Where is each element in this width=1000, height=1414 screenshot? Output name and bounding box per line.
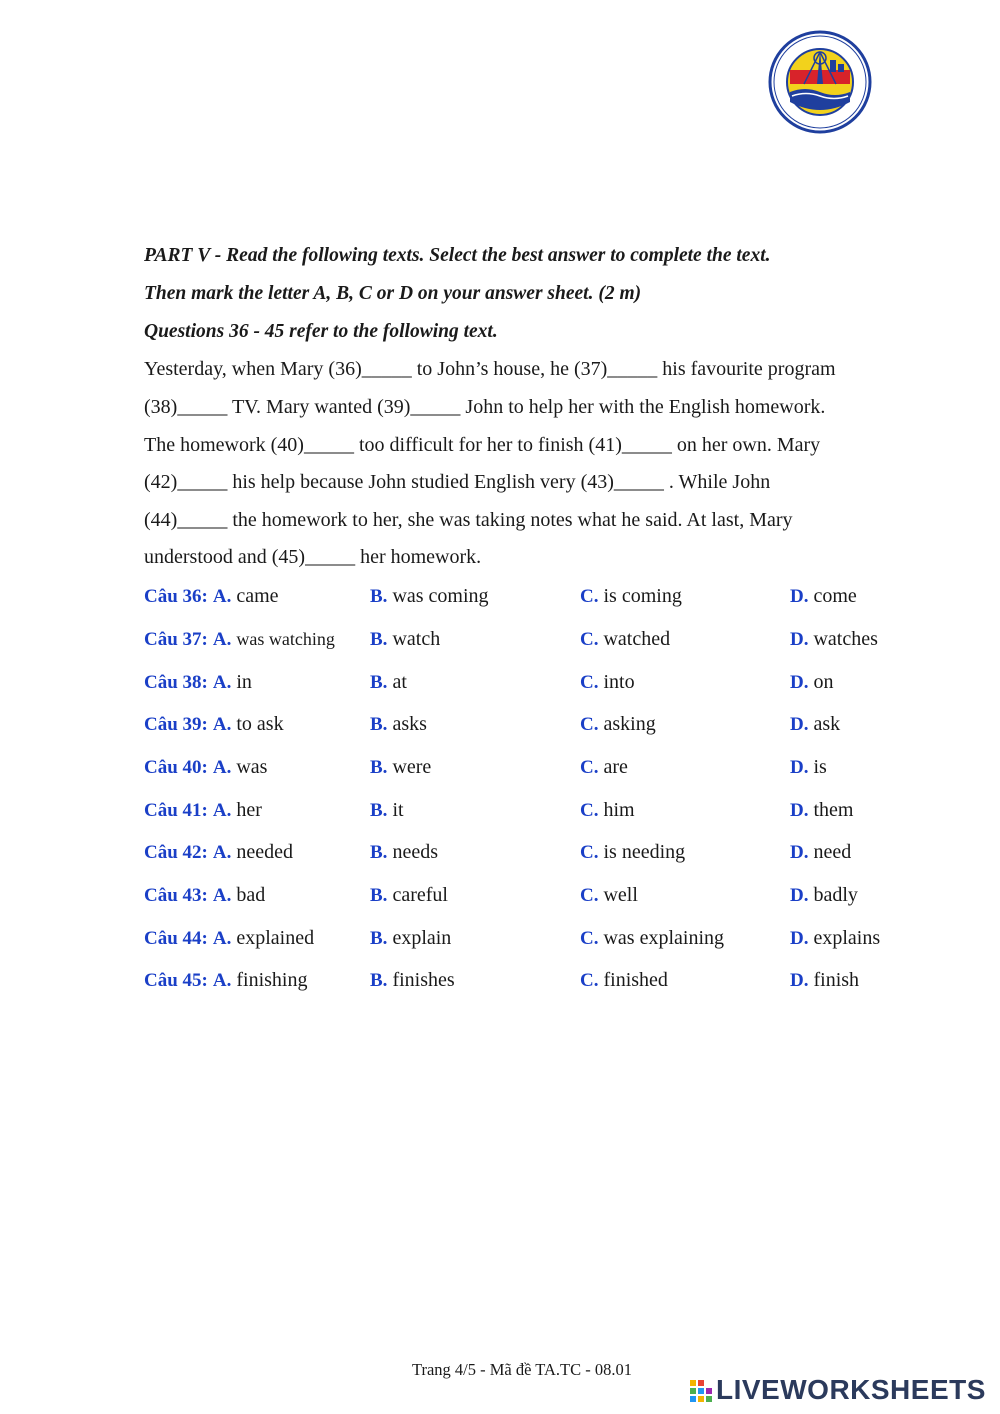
option-a[interactable] xyxy=(144,585,279,608)
option-c-text: is coming xyxy=(603,585,682,607)
option-letter-d: D. xyxy=(790,928,809,949)
option-letter-d: D. xyxy=(790,714,809,735)
question-label: Câu 44: xyxy=(144,928,208,949)
option-d[interactable] xyxy=(790,585,857,608)
option-d-text: come xyxy=(813,585,857,607)
passage-line: (44)_____ the homework to her, she was taking notes what he said. At last, Mary xyxy=(144,509,793,531)
option-a[interactable] xyxy=(144,841,293,864)
option-b-text: it xyxy=(392,799,404,821)
option-d-text: on xyxy=(813,671,834,693)
option-b[interactable] xyxy=(370,969,455,992)
question-row-37 xyxy=(144,628,924,656)
passage-line: (42)_____ his help because John studied English very (43)_____ . While John xyxy=(144,471,771,493)
question-label: Câu 36: xyxy=(144,586,208,607)
page-footer: Trang 4/5 - Mã đề TA.TC - 08.01 xyxy=(411,1360,633,1379)
passage-line: (38)_____ TV. Mary wanted (39)_____ John to help her with the English homework. xyxy=(144,396,826,418)
option-a-text: was watching xyxy=(236,629,335,649)
option-letter-d: D. xyxy=(790,970,809,991)
option-b-text: was coming xyxy=(392,585,489,607)
option-letter-d: D. xyxy=(790,885,809,906)
option-a-text: explained xyxy=(236,927,315,949)
question-row-38 xyxy=(144,671,924,699)
option-b[interactable] xyxy=(370,756,431,779)
option-a[interactable] xyxy=(144,713,284,736)
option-b[interactable] xyxy=(370,713,427,736)
option-a-text: finishing xyxy=(236,969,308,991)
option-letter-d: D. xyxy=(790,629,809,650)
option-letter-b: B. xyxy=(370,672,388,693)
option-letter-b: B. xyxy=(370,714,388,735)
option-a[interactable] xyxy=(144,671,252,694)
option-d-text: watches xyxy=(813,628,878,650)
option-c-text: is needing xyxy=(603,841,686,863)
option-letter-d: D. xyxy=(790,842,809,863)
option-c-text: well xyxy=(603,884,638,906)
option-b[interactable] xyxy=(370,628,440,651)
option-a-text: bad xyxy=(236,884,266,906)
option-d-text: is xyxy=(813,756,827,778)
option-letter-b: B. xyxy=(370,629,388,650)
option-b-text: careful xyxy=(392,884,448,906)
option-letter-a: A. xyxy=(212,800,232,821)
option-d[interactable] xyxy=(790,799,853,822)
option-d[interactable] xyxy=(790,927,880,950)
option-d-text: badly xyxy=(813,884,858,906)
option-b[interactable] xyxy=(370,799,404,822)
option-letter-c: C. xyxy=(580,757,599,778)
option-a[interactable] xyxy=(144,756,267,779)
liveworksheets-grid-icon xyxy=(690,1380,712,1402)
option-b-text: needs xyxy=(392,841,438,863)
option-letter-b: B. xyxy=(370,928,388,949)
option-a-text: to ask xyxy=(236,713,284,735)
option-d[interactable] xyxy=(790,628,878,651)
question-label: Câu 38: xyxy=(144,672,208,693)
question-row-44 xyxy=(144,927,924,955)
option-letter-b: B. xyxy=(370,970,388,991)
instruction-line-3: Questions 36 - 45 refer to the following text. xyxy=(144,321,498,342)
option-a[interactable] xyxy=(144,969,307,992)
option-d[interactable] xyxy=(790,671,833,694)
option-c-text: watched xyxy=(603,628,671,650)
option-d[interactable] xyxy=(790,756,827,779)
option-d[interactable] xyxy=(790,713,840,736)
option-b-text: watch xyxy=(392,628,441,650)
option-a[interactable] xyxy=(144,927,314,950)
question-row-42 xyxy=(144,841,924,869)
option-letter-d: D. xyxy=(790,800,809,821)
option-b-text: were xyxy=(392,756,432,778)
option-d-text: ask xyxy=(813,713,841,735)
option-a[interactable] xyxy=(144,799,262,822)
option-letter-a: A. xyxy=(212,970,232,991)
option-c[interactable] xyxy=(580,628,670,651)
option-letter-b: B. xyxy=(370,800,388,821)
question-row-43 xyxy=(144,884,924,912)
option-a-text: her xyxy=(236,799,262,821)
option-c[interactable] xyxy=(580,756,628,779)
question-label: Câu 39: xyxy=(144,714,208,735)
option-c[interactable] xyxy=(580,927,724,950)
question-row-39 xyxy=(144,713,924,741)
option-b[interactable] xyxy=(370,884,448,907)
option-d[interactable] xyxy=(790,884,858,907)
question-label: Câu 40: xyxy=(144,757,208,778)
option-c-text: asking xyxy=(603,713,656,735)
option-c[interactable] xyxy=(580,713,656,736)
option-b[interactable] xyxy=(370,585,489,608)
option-b[interactable] xyxy=(370,927,451,950)
option-c-text: finished xyxy=(603,969,668,991)
question-label: Câu 37: xyxy=(144,629,208,650)
option-letter-a: A. xyxy=(212,842,232,863)
option-a-text: was xyxy=(236,756,268,778)
option-letter-c: C. xyxy=(580,672,599,693)
option-b-text: at xyxy=(392,671,407,693)
option-letter-c: C. xyxy=(580,714,599,735)
option-b-text: finishes xyxy=(392,969,455,991)
option-letter-c: C. xyxy=(580,842,599,863)
option-a-text: came xyxy=(236,585,279,607)
option-d-text: finish xyxy=(813,969,860,991)
option-c-text: was explaining xyxy=(603,927,725,949)
option-b[interactable] xyxy=(370,671,407,694)
option-letter-a: A. xyxy=(212,672,232,693)
question-label: Câu 41: xyxy=(144,800,208,821)
option-d-text: them xyxy=(813,799,854,821)
option-d[interactable] xyxy=(790,969,859,992)
option-b[interactable] xyxy=(370,841,438,864)
option-letter-a: A. xyxy=(212,629,232,650)
option-a[interactable] xyxy=(144,884,265,907)
option-c[interactable] xyxy=(580,799,635,822)
option-letter-c: C. xyxy=(580,800,599,821)
question-row-41 xyxy=(144,799,924,827)
option-d-text: explains xyxy=(813,927,881,949)
question-row-40 xyxy=(144,756,924,784)
option-c[interactable] xyxy=(580,884,638,907)
option-letter-a: A. xyxy=(212,885,232,906)
option-c[interactable] xyxy=(580,969,668,992)
option-letter-b: B. xyxy=(370,842,388,863)
option-a-text: needed xyxy=(236,841,293,863)
option-letter-a: A. xyxy=(212,928,232,949)
question-label: Câu 45: xyxy=(144,970,208,991)
option-letter-a: A. xyxy=(212,714,232,735)
option-c[interactable] xyxy=(580,671,635,694)
option-c[interactable] xyxy=(580,585,682,608)
option-c[interactable] xyxy=(580,841,685,864)
option-b-text: explain xyxy=(392,927,452,949)
option-letter-c: C. xyxy=(580,928,599,949)
passage-line: understood and (45)_____ her homework. xyxy=(144,546,482,568)
passage-line: The homework (40)_____ too difficult for her to finish (41)_____ on her own. Mary xyxy=(144,434,821,456)
liveworksheets-watermark[interactable] xyxy=(690,1374,990,1406)
college-seal-icon xyxy=(768,30,872,134)
option-letter-d: D. xyxy=(790,757,809,778)
option-letter-c: C. xyxy=(580,629,599,650)
option-c-text: are xyxy=(603,756,628,778)
question-label: Câu 42: xyxy=(144,842,208,863)
option-b-text: asks xyxy=(392,713,427,735)
option-letter-d: D. xyxy=(790,672,809,693)
instruction-line-2: Then mark the letter A, B, C or D on your answer sheet. (2 m) xyxy=(144,283,642,304)
passage-line: Yesterday, when Mary (36)_____ to John’s house, he (37)_____ his favourite program xyxy=(144,358,836,380)
option-letter-a: A. xyxy=(212,586,232,607)
option-letter-c: C. xyxy=(580,970,599,991)
option-d[interactable] xyxy=(790,841,851,864)
option-c-text: him xyxy=(603,799,635,821)
question-label: Câu 43: xyxy=(144,885,208,906)
option-a-text: in xyxy=(236,671,252,693)
option-letter-b: B. xyxy=(370,885,388,906)
option-d-text: need xyxy=(813,841,852,863)
option-letter-c: C. xyxy=(580,586,599,607)
liveworksheets-text: LIVEWORKSHEETS xyxy=(716,1374,986,1405)
option-letter-b: B. xyxy=(370,586,388,607)
instruction-line-1: PART V - Read the following texts. Select the best answer to complete the text. xyxy=(144,245,771,266)
option-a[interactable] xyxy=(144,628,335,651)
option-letter-b: B. xyxy=(370,757,388,778)
option-letter-a: A. xyxy=(212,757,232,778)
college-logo xyxy=(768,30,872,134)
option-letter-d: D. xyxy=(790,586,809,607)
option-c-text: into xyxy=(603,671,635,693)
option-letter-c: C. xyxy=(580,885,599,906)
question-row-36 xyxy=(144,585,924,613)
question-row-45 xyxy=(144,969,924,997)
